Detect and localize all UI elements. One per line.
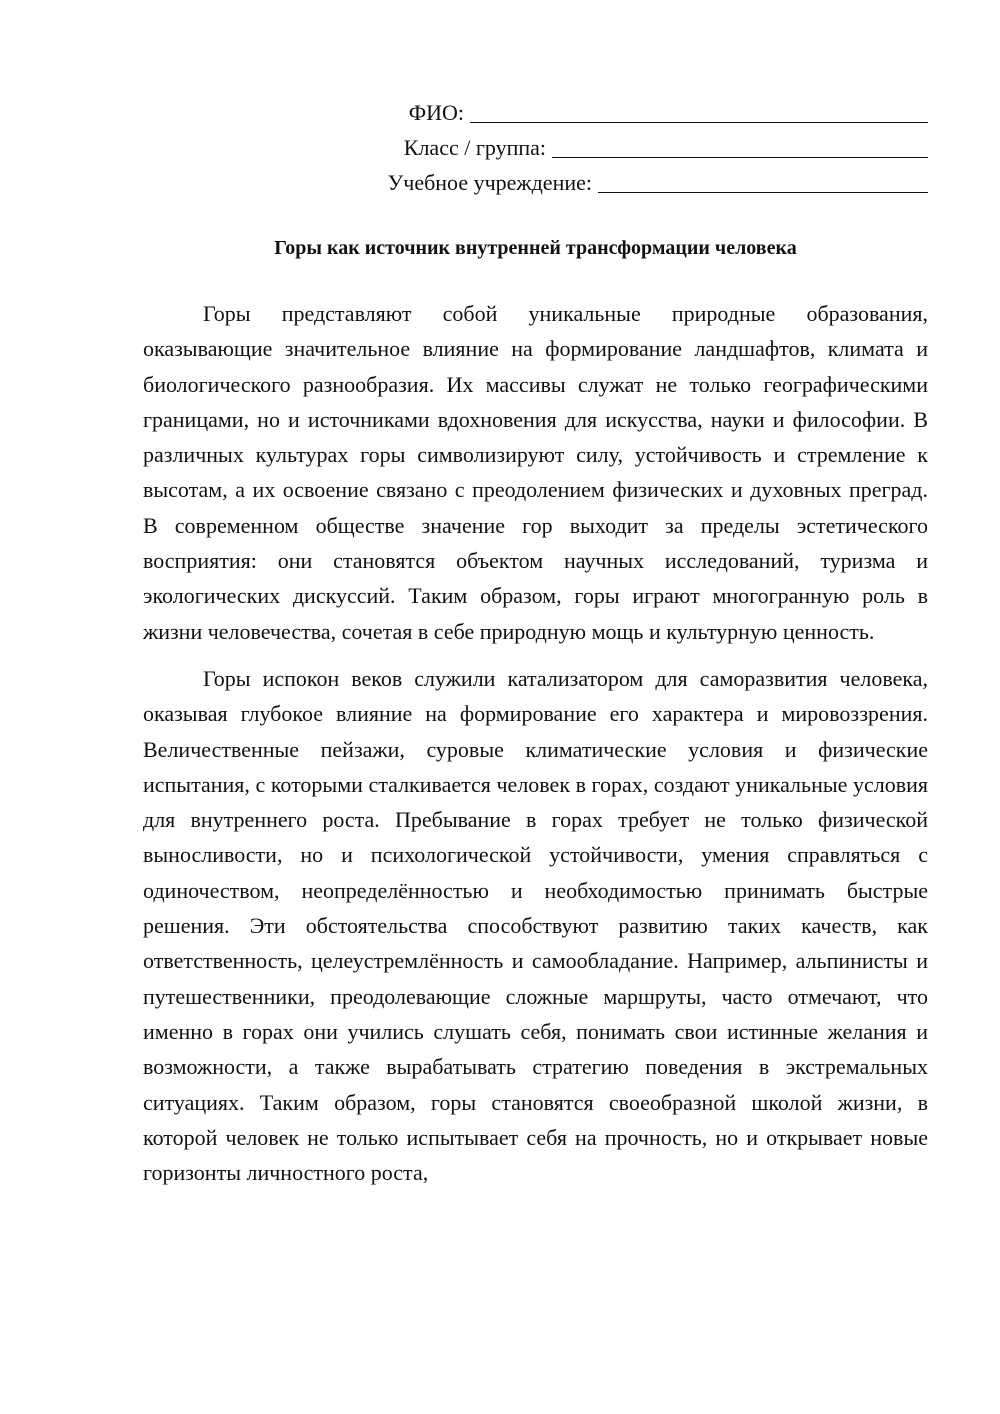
class-label: Класс / группа: xyxy=(403,135,546,160)
paragraph-1: Горы представляют собой уникальные природные образования, оказывающие значительное влияние на формирование ландшафтов, климата и биологического разнообразия. Их массивы служат не только географическими границами, но и источниками вдохновения для искусства, науки и философии. В различных культурах горы символизируют силу, устойчивость и стремление к высотам, а их освоение связано с преодолением физических и духовных преград. В современном обществе значение гор выходит за пределы эстетического восприятия: они становятся объектом научных исследований, туризма и экологических дискуссий. Таким образом, горы играют многогранную роль в жизни человечества, сочетая в себе природную мощь и культурную ценность. xyxy=(143,301,928,644)
class-field-row xyxy=(300,127,928,162)
paragraph-2: Горы испокон веков служили катализатором для саморазвития человека, оказывая глубокое влияние на формирование его характера и мировоззрения. Величественные пейзажи, суровые климатические условия и физические испытания, с которыми сталкивается человек в горах, создают уникальные условия для внутреннего роста. Пребывание в горах требует не только физической выносливости, но и психологической устойчивости, умения справляться с одиночеством, неопределённостью и необходимостью принимать быстрые решения. Эти обстоятельства способствуют развитию таких качеств, как ответственность, целеустремлённость и самообладание. Например, альпинисты и путешественники, преодолевающие сложные маршруты, часто отмечают, что именно в горах они учились слушать себя, понимать свои истинные желания и возможности, а также вырабатывать стратегию поведения в экстремальных ситуациях. Таким образом, горы становятся своеобразной школой жизни, в которой человек не только испытывает себя на прочность, но и открывает новые горизонты личностного роста, xyxy=(143,665,928,1186)
school-field-row xyxy=(300,162,928,197)
class-blank-line[interactable] xyxy=(552,133,928,158)
fio-blank-line[interactable] xyxy=(470,98,928,123)
document-title: Горы как источник внутренней трансформации человека xyxy=(274,237,797,259)
document-body xyxy=(143,296,928,1202)
fio-field-row xyxy=(300,92,928,127)
student-info-header xyxy=(300,92,928,197)
school-blank-line[interactable] xyxy=(598,168,928,193)
fio-label: ФИО: xyxy=(408,100,464,125)
school-label: Учебное учреждение: xyxy=(387,170,592,195)
